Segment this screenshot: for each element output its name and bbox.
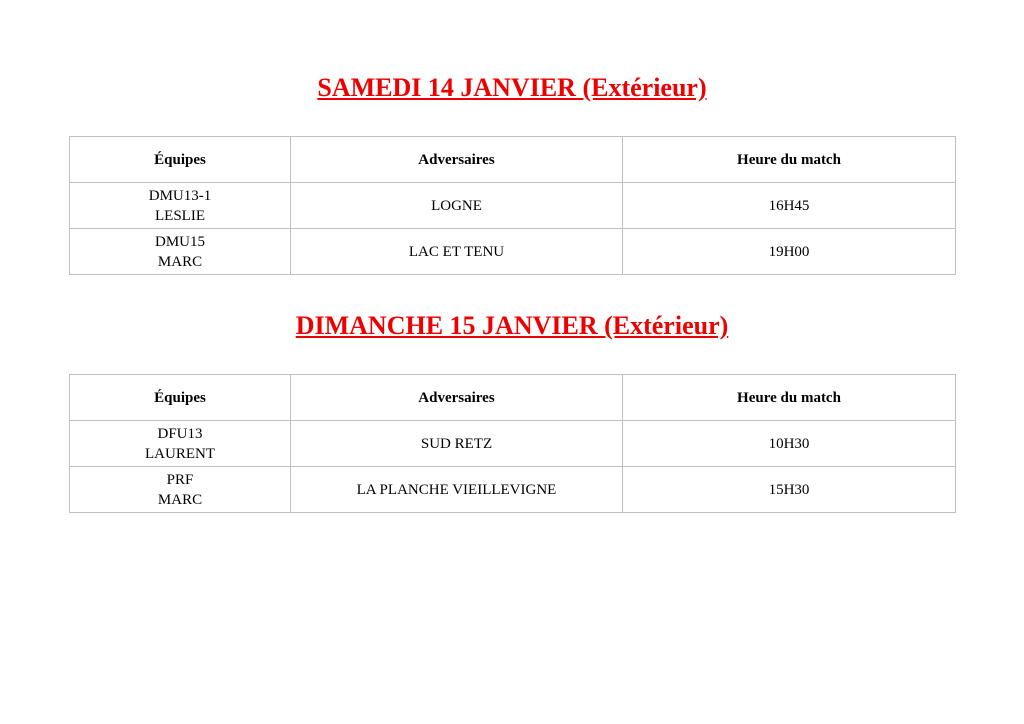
schedule-table-sunday [69, 374, 956, 513]
team-name: DFU13 [157, 425, 203, 442]
schedule-table-saturday [69, 136, 956, 275]
team-name: DMU13-1 [148, 187, 212, 204]
header-teams: Équipes [70, 137, 291, 183]
team-cell [70, 421, 291, 467]
time-cell: 15H30 [623, 467, 956, 513]
coach-name: LAURENT [145, 445, 215, 462]
header-opponents: Adversaires [291, 375, 623, 421]
table-row [70, 467, 956, 513]
coach-name: MARC [157, 253, 203, 270]
team-name: DMU15 [154, 233, 205, 250]
opponent-cell: LA PLANCHE VIEILLEVIGNE [291, 467, 623, 513]
opponent-cell: LAC ET TENU [291, 229, 623, 275]
coach-name: LESLIE [155, 207, 205, 224]
opponent-cell: SUD RETZ [291, 421, 623, 467]
table-header-row [70, 137, 956, 183]
opponent-cell: LOGNE [291, 183, 623, 229]
header-opponents: Adversaires [291, 137, 623, 183]
coach-name: MARC [157, 491, 203, 508]
team-cell [70, 183, 291, 229]
header-match-time: Heure du match [623, 375, 956, 421]
team-cell [70, 229, 291, 275]
time-cell: 16H45 [623, 183, 956, 229]
table-row [70, 421, 956, 467]
header-teams: Équipes [70, 375, 291, 421]
section-title-saturday: SAMEDI 14 JANVIER (Extérieur) [317, 73, 707, 102]
section-title-sunday: DIMANCHE 15 JANVIER (Extérieur) [295, 311, 729, 340]
time-cell: 19H00 [623, 229, 956, 275]
header-match-time: Heure du match [623, 137, 956, 183]
table-header-row [70, 375, 956, 421]
time-cell: 10H30 [623, 421, 956, 467]
table-row [70, 229, 956, 275]
team-name: PRF [166, 471, 194, 488]
team-cell [70, 467, 291, 513]
table-row [70, 183, 956, 229]
